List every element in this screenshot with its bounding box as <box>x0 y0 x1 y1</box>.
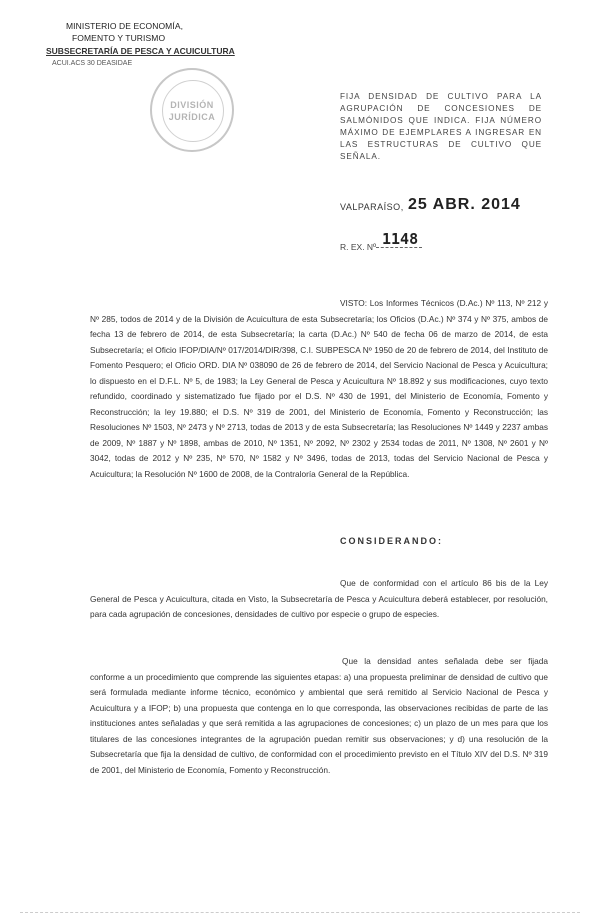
ministry-name <box>66 20 183 44</box>
subsecretaria-name: SUBSECRETARÍA DE PESCA Y ACUICULTURA <box>46 46 235 56</box>
resolution-date: 25 ABR. 2014 <box>408 196 521 213</box>
visto-paragraph: VISTO: Los Informes Técnicos (D.Ac.) Nº 113, Nº 212 y Nº 285, todos de 2014 y de la División de Acuicultura de esta Subsecretaría; los Oficios (D.Ac.) Nº 374 y Nº 375, ambos de fecha 13 de febrero de 2014, de esta Subsecretaría; la carta (D.Ac.) Nº 540 de fecha 06 de marzo de 2014, de esta Subsecretaría; el Oficio IFOP/DIA/Nº 017/2014/DIR/398, C.I. SUBPESCA Nº 1950 de 20 de febrero de 2014, del Instituto de Fomento Pesquero; el Oficio ORD. DIA Nº 038090 de 26 de febrero de 2014, del Servicio Nacional de Pesca y Acuicultura; lo dispuesto en el D.F.L. Nº 5, de 1983; la Ley General de Pesca y Acuicultura Nº 18.892 y sus modificaciones, cuyo texto refundido, coordinado y sistematizado fue fijado por el D.S. Nº 430 de 1991, del Ministerio de Economía, Fomento y Reconstrucción; la ley 19.880; el D.S. Nº 319 de 2001, del Ministerio de Economía, Fomento y Reconstrucción; las Resoluciones Nº 1503, Nº 2473 y Nº 2713, todas de 2013 y de esta Subsecretaría; las Resoluciones Nº 1449 y 2237 ambas de 2009, Nº 1887 y Nº 1898, ambas de 2010, Nº 1351, Nº 2092, Nº 2302 y 2534 todas de 2011, Nº 1308, Nº 2601 y Nº 3042, todas de 2012 y Nº 235, Nº 570, Nº 1582 y Nº 3496, todas de 2013, todas del Servicio Nacional de Pesca y Acuicultura; la Resolución Nº 1600 de 2008, de la Contraloría General de la República. <box>90 298 548 479</box>
stamp-line-1: DIVISIÓN <box>170 100 214 110</box>
stamp-inner-ring <box>162 80 224 142</box>
ministry-line-2: FOMENTO Y TURISMO <box>72 33 166 43</box>
page-bottom-edge <box>20 912 580 914</box>
place: VALPARAÍSO, <box>340 202 404 212</box>
considerando-heading: CONSIDERANDO: <box>340 536 444 546</box>
stamp-line-2: JURÍDICA <box>168 112 216 122</box>
considerando-paragraph-2: Que la densidad antes señalada debe ser fijada conforme a un procedimiento que comprende las siguientes etapas: a) una propuesta preliminar de densidad de cultivo que será formulada mediante informe técnico, económico y ambiental que será remitido al Servicio Nacional de Pesca y Acuicultura y a IFOP; b) una propuesta que contenga en lo que corresponda, las observaciones recibidas de parte de las instituciones antes señaladas y que será remitida a las agrupaciones de concesiones; c) un plazo de un mes para que los titulares de las concesiones integrantes de la agrupación puedan remitir sus observaciones; y d) una resolución de la Subsecretaría que fija la densidad de cultivo, de conformidad con el procedimiento previsto en el Título XIV del D.S. Nº 319 de 2001, del Ministerio de Economía, Fomento y Reconstrucción. <box>90 656 548 775</box>
division-stamp <box>150 68 234 152</box>
division-name: ACUI.ACS 30 DEASIDAE <box>52 60 133 67</box>
resolution-number-label: R. EX. Nº <box>340 242 377 252</box>
considerando-paragraph-1: Que de conformidad con el artículo 86 bis de la Ley General de Pesca y Acuicultura, citada en Visto, la Subsecretaría de Pesca y Acuicultura deberá establecer, por resolución, para cada agrupación de concesiones, densidades de cultivo por especie o grupo de especies. <box>90 578 548 619</box>
resolution-number: 1148 <box>382 230 419 248</box>
ministry-line-1: MINISTERIO DE ECONOMÍA, <box>66 21 184 31</box>
resolution-subject: FIJA DENSIDAD DE CULTIVO PARA LA AGRUPACIÓN DE CONCESIONES DE SALMÓNIDOS QUE INDICA. FIJA NÚMERO MÁXIMO DE EJEMPLARES A INGRESAR EN LAS ESTRUCTURAS DE CULTIVO QUE SEÑALA. <box>340 92 542 161</box>
